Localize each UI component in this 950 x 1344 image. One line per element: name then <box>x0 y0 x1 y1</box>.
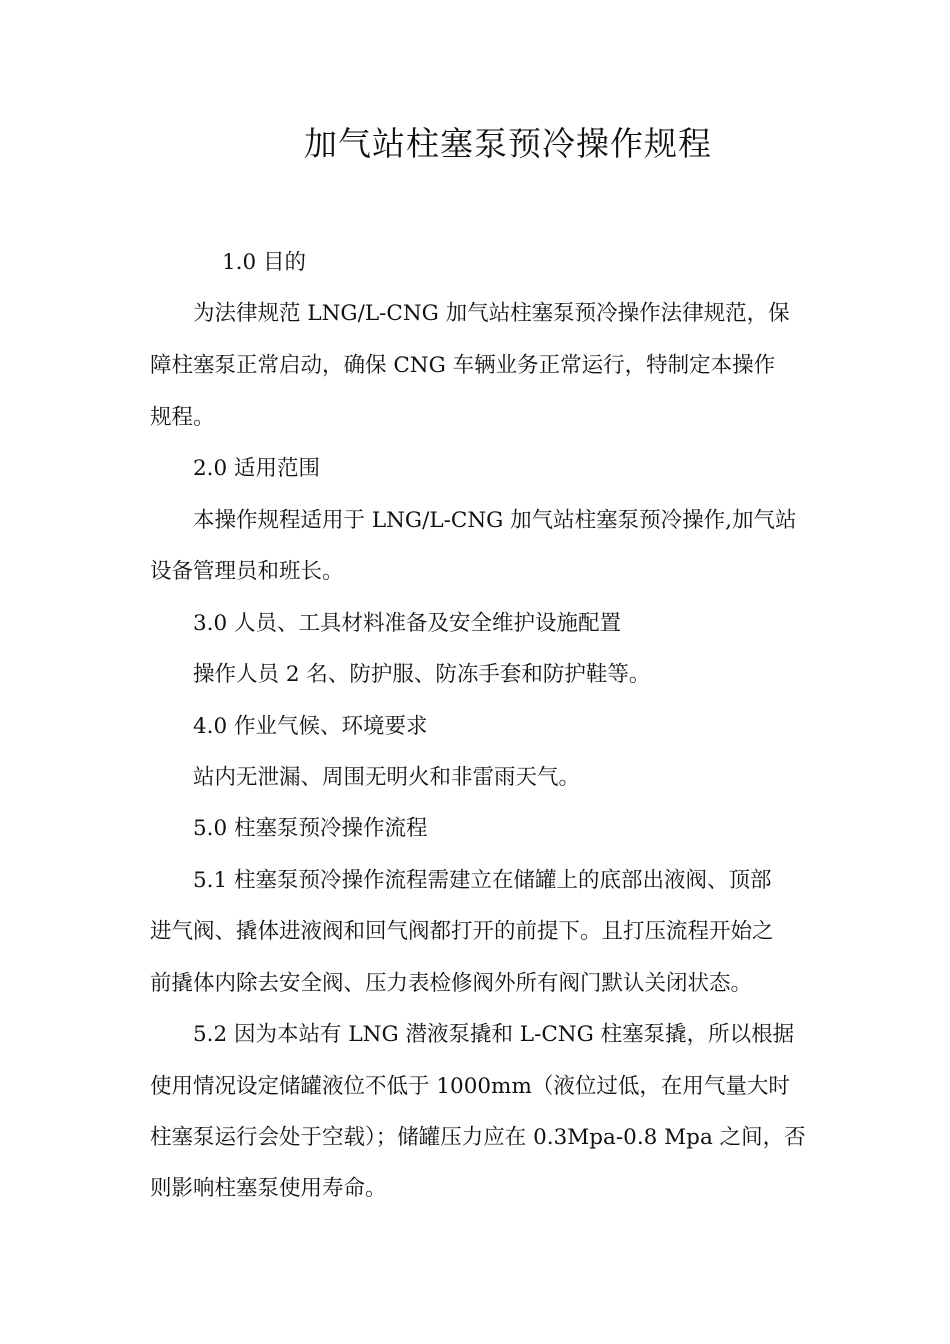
section-heading-4: 4.0 作业气候、环境要求 <box>193 714 428 739</box>
paragraph-line: 规程。 <box>150 405 215 430</box>
paragraph-line: 设备管理员和班长。 <box>150 559 344 584</box>
paragraph-line: 障柱塞泵正常启动，确保 CNG 车辆业务正常运行，特制定本操作 <box>150 353 776 378</box>
paragraph-line: 前撬体内除去安全阀、压力表检修阀外所有阀门默认关闭状态。 <box>150 971 753 996</box>
paragraph-line: 5.2 因为本站有 LNG 潜液泵撬和 L-CNG 柱塞泵撬，所以根据 <box>193 1022 795 1047</box>
section-heading-3: 3.0 人员、工具材料准备及安全维护设施配置 <box>193 611 622 636</box>
section-heading-2: 2.0 适用范围 <box>193 456 321 481</box>
paragraph-line: 站内无泄漏、周围无明火和非雷雨天气。 <box>193 765 581 790</box>
paragraph-line: 进气阀、撬体进液阀和回气阀都打开的前提下。且打压流程开始之 <box>150 919 774 944</box>
paragraph-line: 为法律规范 LNG/L-CNG 加气站柱塞泵预冷操作法律规范，保 <box>193 301 790 326</box>
paragraph-line: 5.1 柱塞泵预冷操作流程需建立在储罐上的底部出液阀、顶部 <box>193 868 772 893</box>
paragraph-line: 使用情况设定储罐液位不低于 1000mm（液位过低，在用气量大时 <box>150 1074 790 1099</box>
section-heading-5: 5.0 柱塞泵预冷操作流程 <box>193 816 428 841</box>
paragraph-line: 柱塞泵运行会处于空载）；储罐压力应在 0.3Mpa-0.8 Mpa 之间，否 <box>150 1125 806 1150</box>
section-heading-1: 1.0 目的 <box>222 250 307 275</box>
document-title: 加气站柱塞泵预冷操作规程 <box>304 124 712 163</box>
paragraph-line: 操作人员 2 名、防护服、防冻手套和防护鞋等。 <box>193 662 651 687</box>
paragraph-line: 本操作规程适用于 LNG/L-CNG 加气站柱塞泵预冷操作,加气站 <box>193 508 797 533</box>
paragraph-line: 则影响柱塞泵使用寿命。 <box>150 1176 387 1201</box>
